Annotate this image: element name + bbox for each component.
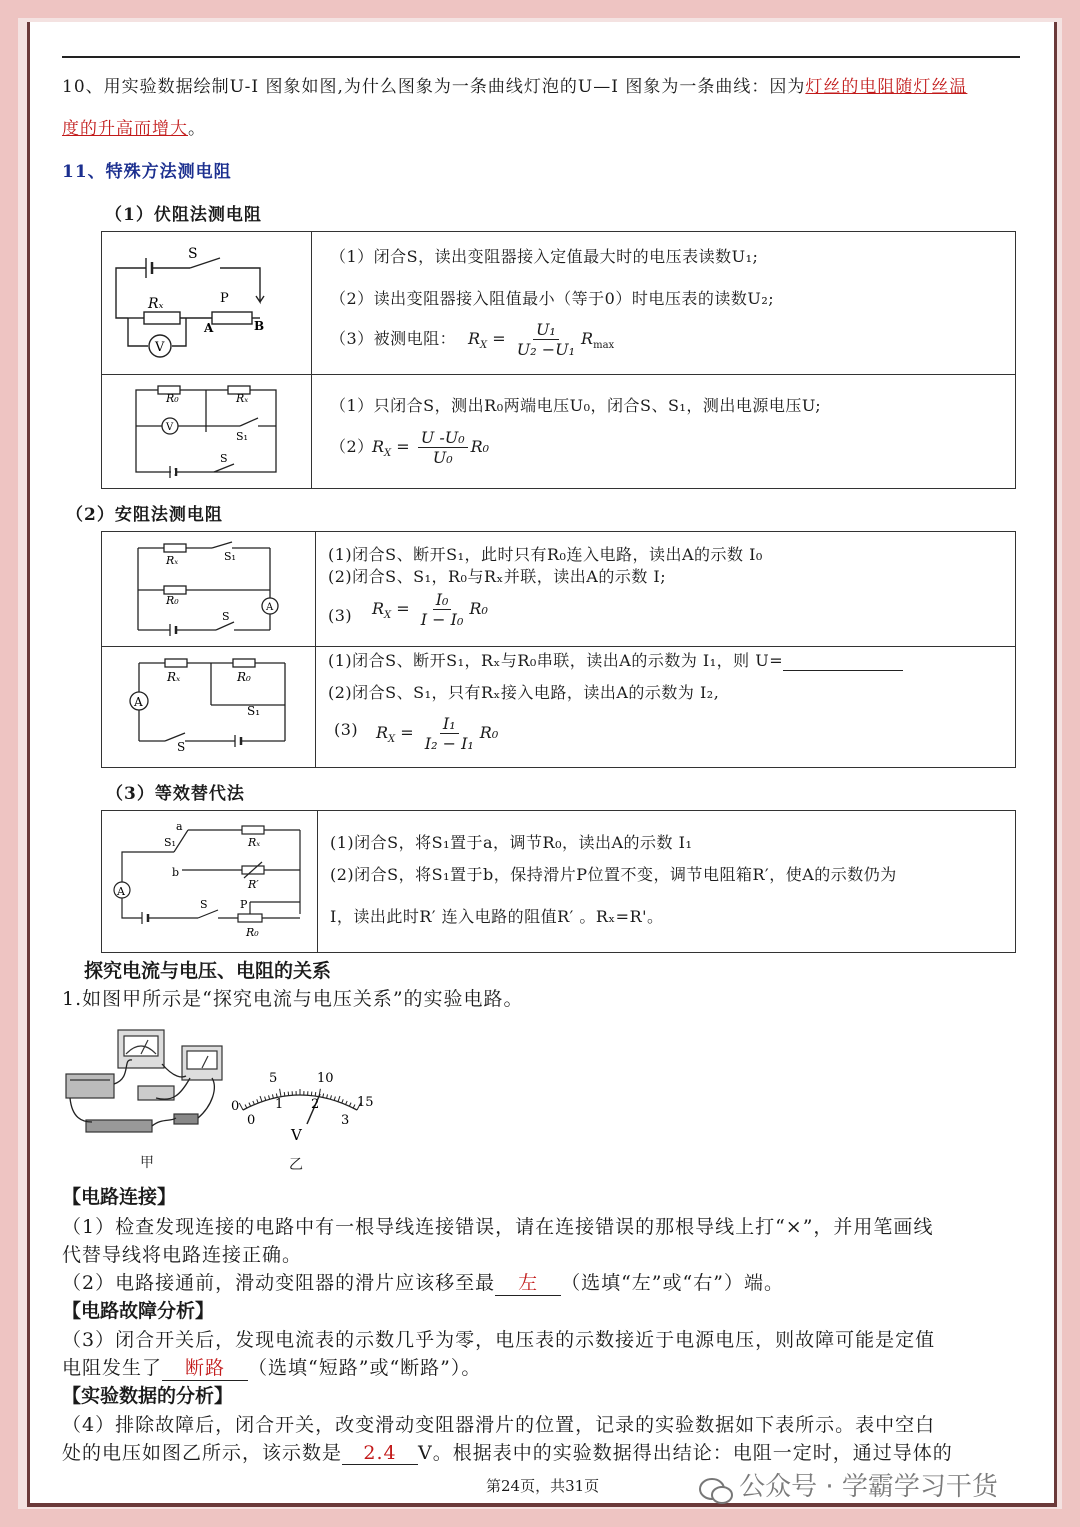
fig-label-jia: 甲 [140, 1155, 154, 1171]
p1-line2: 代替导线将电路连接正确。 [62, 1244, 303, 1266]
t1r2-rhs: R₀ [470, 437, 490, 456]
voltmeter-symbol: V [155, 340, 165, 355]
dial-tick [272, 1094, 273, 1098]
c5-label-Rprime: R′ [248, 878, 259, 891]
p3-answer: 断路 [162, 1353, 248, 1381]
p3-line1: （3）闭合开关后，发现电流表的示数几乎为零，电压表的示数接近于电源电压，则故障可能是定值 [62, 1329, 936, 1351]
t3-step2: (2)闭合S，将S₁置于b，保持滑片P位置不变，调节电阻箱R′，使A的示数仍为 [330, 865, 897, 884]
dial-tick [239, 1103, 243, 1110]
t2r2-formula: $R_X$ = $\frac{\text{I₁}}{\text{I₂ − I₁}}$ R₀ [376, 714, 499, 753]
c4-ammeter: A [134, 695, 143, 709]
c2-label-Rx: Rₓ [236, 392, 249, 405]
dial-tick [260, 1096, 262, 1102]
table2-row-divider [101, 646, 1016, 647]
dial-tick [257, 1099, 258, 1103]
t2r2-step1: (1)闭合S、断开S₁，Rₓ与R₀串联，读出A的示数为 I₁，则 U= [328, 651, 784, 670]
table1-row-divider [101, 374, 1016, 375]
t2r1-step1: (1)闭合S、断开S₁，此时只有R₀连入电路，读出A的示数 I₀ [328, 545, 763, 564]
c2-label-R0: R₀ [166, 392, 179, 405]
t2r2-den: I₂ − I₁ [424, 734, 474, 753]
dial-tick [346, 1101, 348, 1105]
t1r2-step1: （1）只闭合S，测出R₀两端电压U₀，闭合S、S₁，测出电源电压U; [330, 396, 822, 415]
circuit-2-diagram [130, 382, 290, 482]
dial-tick [249, 1103, 251, 1107]
c4-label-Rx: Rₓ [167, 670, 181, 684]
p2-pre: （2）电路接通前，滑动变阻器的滑片应该移至最 [62, 1272, 496, 1294]
watermark-text: 公众号 · 学霸学习干货 [739, 1472, 998, 1502]
t1r1-step1: （1）闭合S，读出变阻器接入定值最大时的电压表读数U₁; [330, 247, 759, 266]
q10-line1 [62, 72, 967, 97]
formula-num: U₁ [533, 320, 559, 340]
heading-data: 【实验数据的分析】 [62, 1385, 234, 1407]
t2r1-formula: $R_X$ = $\frac{\text{I₀}}{\text{I − I₀}}$ R₀ [372, 590, 488, 629]
c4-label-S: S [177, 740, 186, 754]
c5-label-R0: R₀ [246, 926, 259, 939]
c2-voltmeter: V [166, 422, 174, 433]
dial-tick [349, 1103, 351, 1107]
dial-tick [334, 1097, 335, 1101]
t1r2-den: U₀ [432, 448, 453, 467]
dial-top-10: 10 [317, 1071, 334, 1086]
circuit-1-diagram [110, 240, 310, 370]
header-rule [62, 56, 1020, 58]
apparatus-illustration [62, 1018, 232, 1138]
dial-tick [323, 1093, 324, 1097]
label-Rx: Rₓ [148, 296, 164, 312]
dial-top-0: 0 [231, 1099, 240, 1114]
t1r1-step2: （2）读出变阻器接入阻值最小（等于0）时电压表的读数U₂; [330, 289, 775, 308]
dial-tick [269, 1095, 270, 1099]
circuit-5-diagram [108, 818, 308, 943]
circuit-4-diagram [125, 655, 295, 755]
q10-text: 10、用实验数据绘制U-I 图象如图,为什么图象为一条曲线灯泡的U—I 图象为一条曲线：因为 [62, 77, 806, 97]
t1r1-formula: $R_X$ = $\frac{\text{U₁}}{\text{U₂ −U₁}}$ $R_{max}$ [468, 320, 615, 359]
c3-label-Rx: Rₓ [166, 554, 179, 567]
formula-lhs: R [468, 329, 481, 348]
c3-label-R0: R₀ [166, 594, 179, 607]
dial-tick [265, 1097, 266, 1101]
c3-label-S1: S₁ [224, 550, 236, 563]
q10-end: 。 [188, 119, 206, 139]
c4-label-R0: R₀ [237, 670, 251, 684]
c4-label-S1: S₁ [247, 704, 261, 718]
table2-divider [315, 531, 316, 768]
c5-label-b: b [172, 866, 180, 879]
label-P: P [220, 291, 229, 306]
t2r2-num: I₁ [440, 714, 459, 734]
p1-line1: （1）检查发现连接的电路中有一根导线连接错误，请在连接错误的那根导线上打“×”，并用笔画线 [62, 1216, 934, 1238]
p2-post: （选填“左”或“右”）端。 [561, 1272, 784, 1294]
c5-label-Rx: Rₓ [248, 836, 261, 849]
t3-step3: I，读出此时R′ 连入电路的阻值R′ 。Rₓ=R'。 [330, 907, 664, 926]
page-number: 第24页，共31页 [486, 1477, 600, 1495]
t2r2-step2: (2)闭合S、S₁，只有Rₓ接入电路，读出A的示数为 I₂, [328, 683, 720, 702]
t2r1-den: I − I₀ [420, 610, 464, 629]
dial-tick [284, 1092, 285, 1096]
label-S: S [188, 246, 198, 262]
t2r2-rhs: R₀ [479, 723, 499, 742]
dial-tick [330, 1095, 331, 1099]
heading-fault: 【电路故障分析】 [62, 1300, 215, 1322]
p2-answer: 左 [495, 1268, 561, 1296]
label-A: A [204, 321, 214, 335]
circuit-3-diagram [130, 540, 290, 640]
formula-rhs-sub: max [593, 340, 615, 352]
c3-ammeter: A [266, 602, 274, 613]
dial-bottom-1: 1 [275, 1097, 284, 1112]
dial-unit: V [291, 1126, 302, 1144]
dial-tick [245, 1104, 247, 1108]
label-B: B [254, 319, 265, 333]
dial-bottom-3: 3 [341, 1113, 350, 1128]
voltmeter-dial [225, 1066, 385, 1156]
section2-heading: 探究电流与电压、电阻的关系 [84, 960, 332, 982]
dial-tick [253, 1101, 255, 1105]
formula-rhs: R [581, 329, 594, 348]
q10-line2 [62, 114, 206, 139]
p4-pre: 处的电压如图乙所示，该示数是 [62, 1442, 343, 1464]
formula-lhs-sub: X [480, 340, 488, 352]
dial-tick [327, 1094, 328, 1098]
fig-label-yi: 乙 [289, 1157, 303, 1173]
formula-den: U₂ −U₁ [516, 340, 576, 359]
t2r1-step2: (2)闭合S、S₁，R₀与Rₓ并联，读出A的示数 I; [328, 567, 667, 586]
p3-line2 [62, 1353, 481, 1381]
t2r2-U-blank [783, 651, 903, 671]
c5-label-S: S [200, 898, 208, 911]
dial-tick [315, 1092, 316, 1096]
q10-answer-2: 度的升高而增大 [62, 119, 188, 139]
table1-divider [311, 231, 312, 489]
dial-tick [342, 1099, 343, 1103]
q10-answer-1: 灯丝的电阻随灯丝温 [805, 77, 968, 97]
p4-post: V。根据表中的实验数据得出结论：电阻一定时，通过导体的 [418, 1442, 953, 1464]
section2-q1: 1.如图甲所示是“探究电流与电压关系”的实验电路。 [62, 988, 524, 1010]
p3-post: （选填“短路”或“断路”）。 [248, 1357, 482, 1379]
q11-title: 11、特殊方法测电阻 [62, 162, 232, 182]
sub2-title: （2）安阻法测电阻 [66, 505, 223, 525]
t1r2-formula: $R_X$ = $\frac{\text{U -U₀}}{\text{U₀}}$ R₀ [372, 428, 490, 467]
p4-line1: （4）排除故障后，闭合开关，改变滑动变阻器滑片的位置，记录的实验数据如下表所示。表中空白 [62, 1414, 936, 1436]
c5-label-a: a [176, 820, 183, 833]
sub1-title: （1）伏阻法测电阻 [105, 205, 262, 225]
dial-bottom-2: 2 [311, 1097, 320, 1112]
p4-answer: 2.4 [342, 1442, 418, 1465]
table3-divider [317, 810, 318, 953]
dial-tick [353, 1104, 355, 1108]
wechat-icon [698, 1476, 734, 1506]
p3-pre: 电阻发生了 [62, 1357, 163, 1379]
dial-tick [280, 1089, 281, 1097]
c5-label-S1: S₁ [164, 836, 176, 849]
t2r1-rhs: R₀ [469, 599, 488, 618]
p4-line2 [62, 1438, 953, 1465]
t1r1-step3: （3）被测电阻： [330, 329, 457, 348]
c2-label-S1: S₁ [236, 430, 248, 443]
watermark [698, 1466, 998, 1506]
t2r1-step3: (3) [328, 606, 353, 625]
dial-top-15: 15 [357, 1095, 374, 1110]
dial-top-5: 5 [269, 1071, 278, 1086]
heading-connect: 【电路连接】 [62, 1186, 177, 1208]
t2r2-step3: (3) [334, 720, 359, 739]
t3-step1: (1)闭合S，将S₁置于a，调节R₀，读出A的示数 I₁ [330, 833, 693, 852]
dial-tick [338, 1096, 340, 1102]
t1r2-num: U -U₀ [418, 428, 468, 448]
c2-label-S: S [220, 452, 228, 465]
c5-ammeter: A [117, 885, 125, 898]
t2r2-step1-wrap [328, 648, 903, 671]
sub3-title: （3）等效替代法 [106, 784, 245, 804]
dial-bottom-0: 0 [247, 1113, 256, 1128]
t1r2-step2: （2） [330, 437, 374, 456]
c5-label-P: P [240, 898, 248, 911]
p2-line [62, 1268, 784, 1296]
c3-label-S: S [222, 610, 230, 623]
t2r1-num: I₀ [433, 590, 452, 610]
